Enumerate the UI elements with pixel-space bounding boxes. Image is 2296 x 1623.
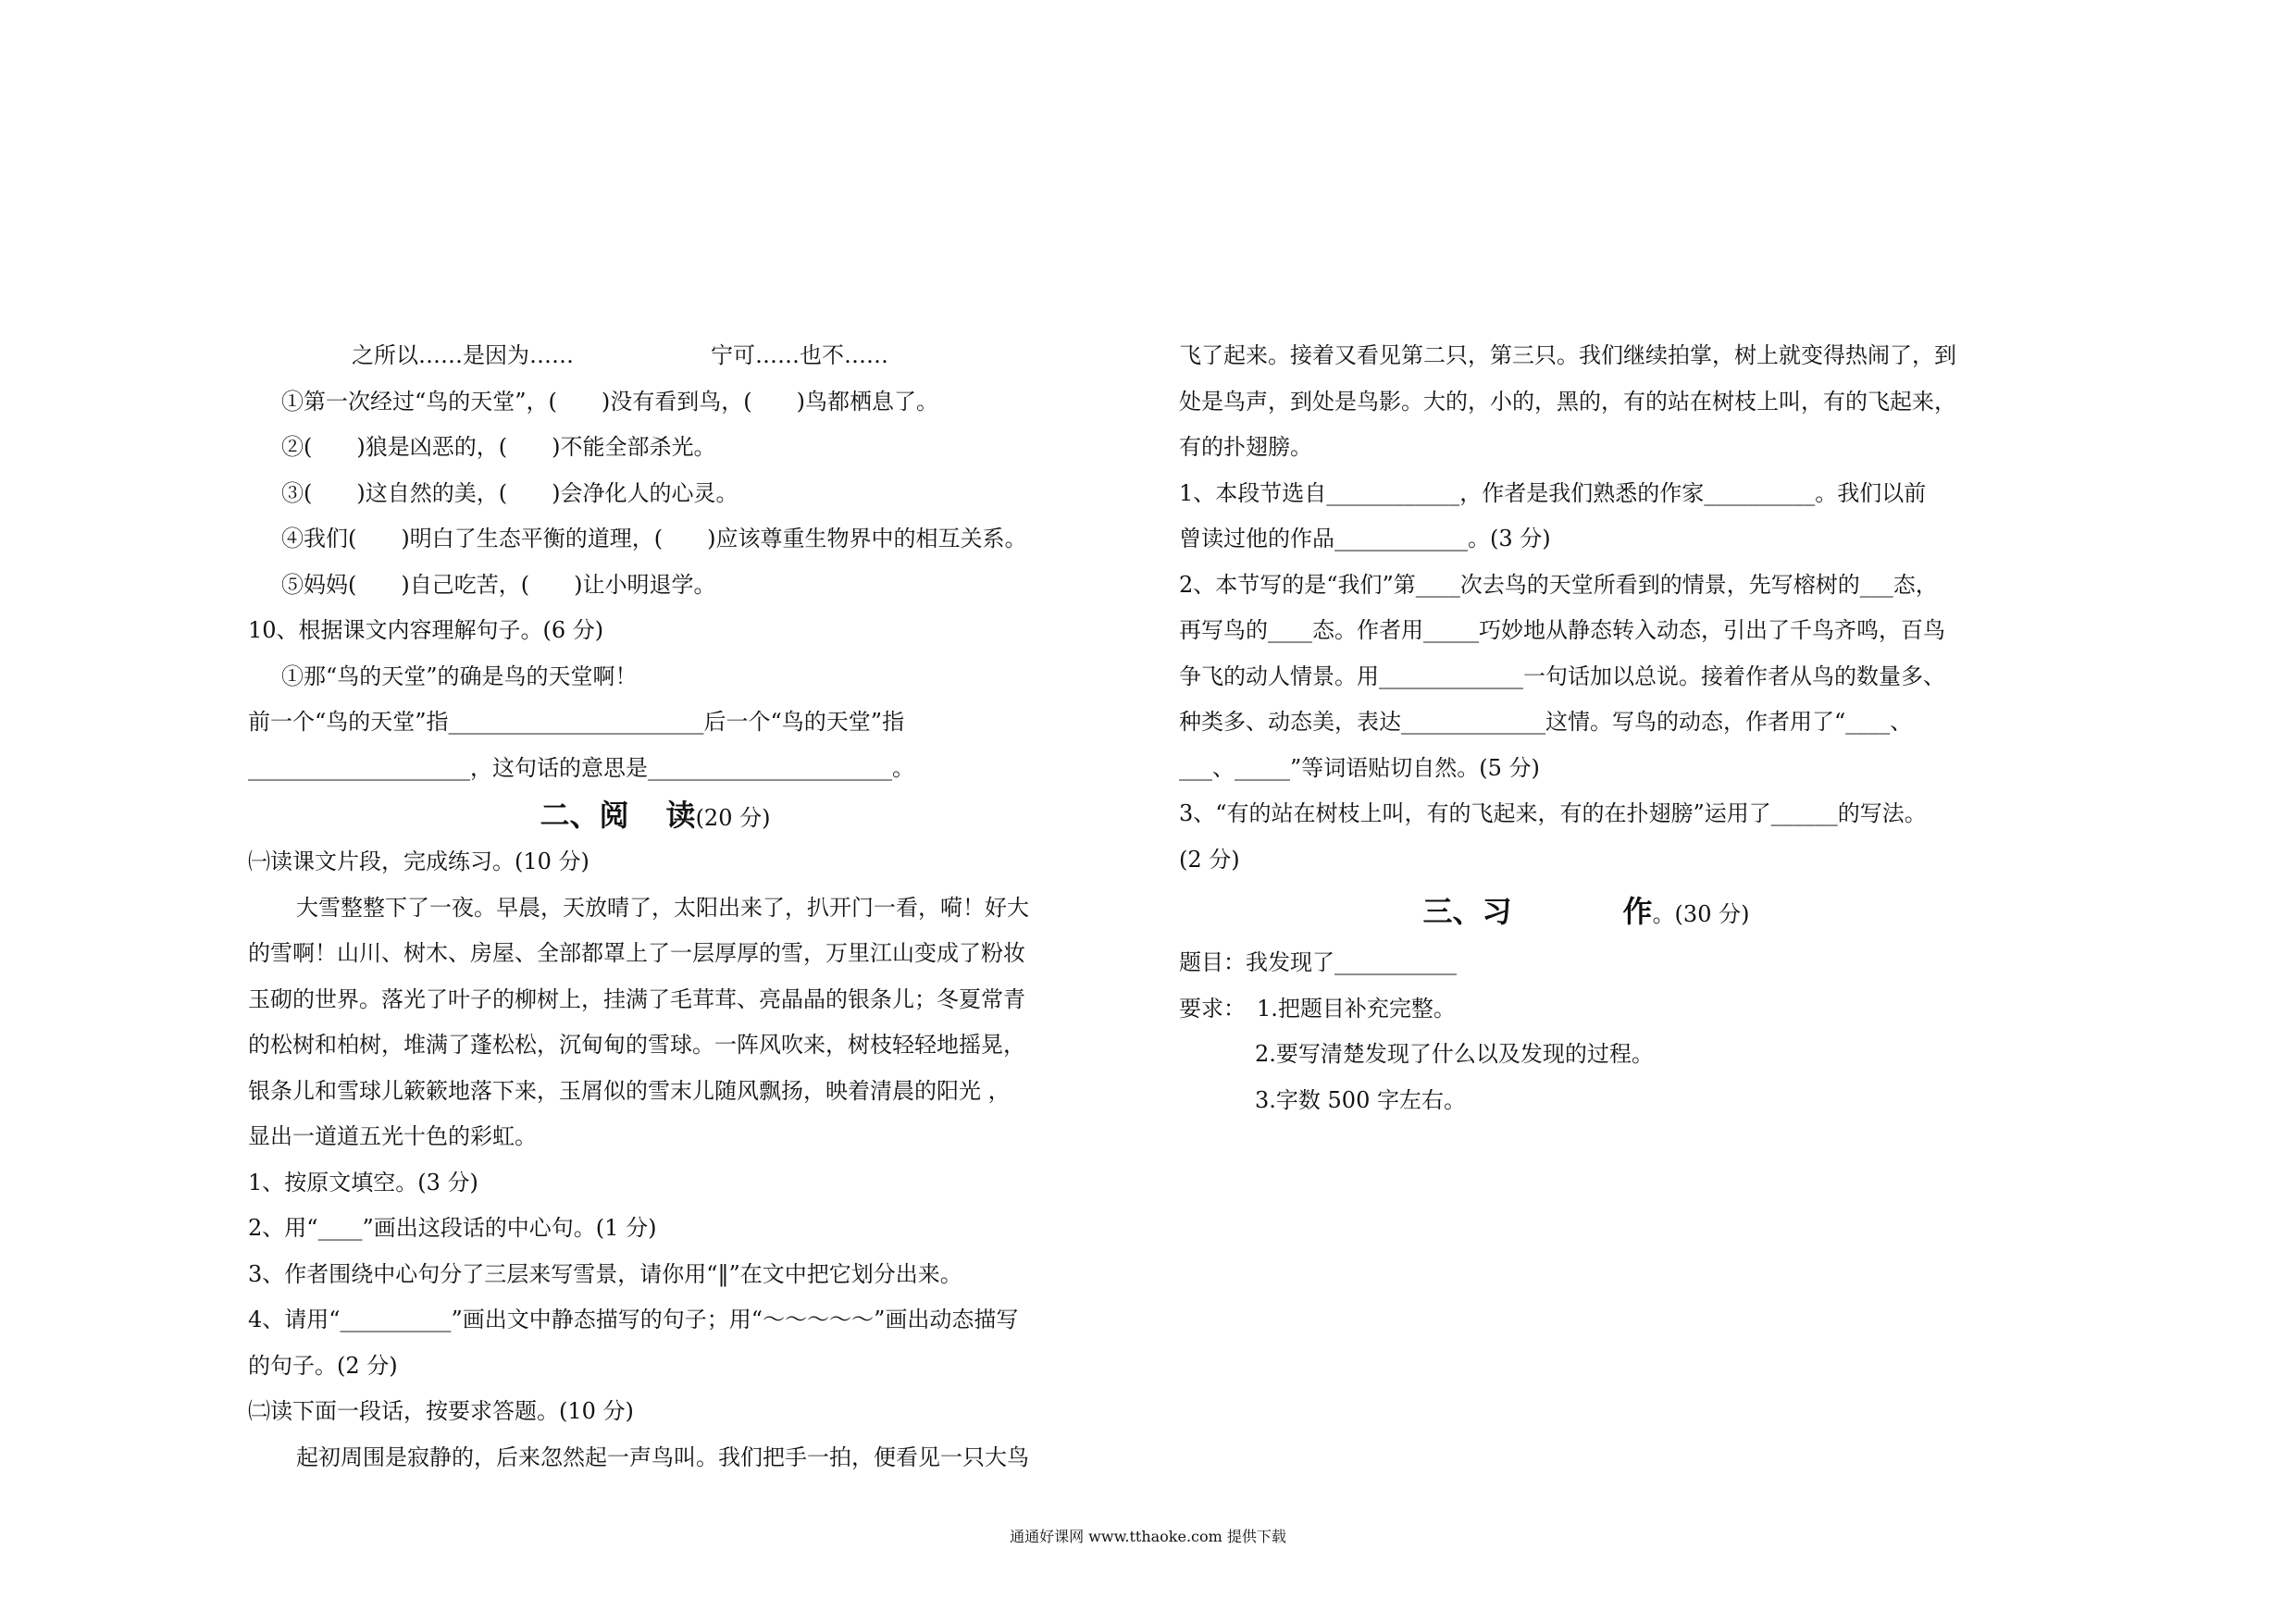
passage-1-line: 的松树和柏树，堆满了蓬松松，沉甸甸的雪球。一阵风吹来，树枝轻轻地摇晃， xyxy=(248,1032,1025,1058)
essay-topic: 题目：我发现了___________ xyxy=(1179,949,1457,975)
part-2-question-2-cont: ___、_____”等词语贴切自然。(5 分) xyxy=(1179,754,1540,781)
part-2-question-2-cont: 争飞的动人情景。用_____________一句话加以总说。接着作者从鸟的数量多、 xyxy=(1179,663,1945,689)
section-3-heading xyxy=(1179,883,1993,940)
essay-requirement-2: 2.要写清楚发现了什么以及发现的过程。 xyxy=(1255,1041,1654,1067)
q10-sentence: ①那“鸟的天堂”的确是鸟的天堂啊！ xyxy=(281,663,638,689)
passage-1-line: 的雪啊！山川、树木、房屋、全部都罩上了一层厚厚的雪，万里江山变成了粉妆 xyxy=(248,940,1025,966)
section-2-title-a: 二、阅 xyxy=(540,798,629,833)
section-2-title-b: 读 xyxy=(665,798,696,833)
essay-requirement-1 xyxy=(1179,986,1993,1033)
q9-item-1: ①第一次经过“鸟的天堂”，( )没有看到鸟，( )鸟都栖息了。 xyxy=(281,388,938,415)
passage-2-start: 起初周围是寂静的，后来忽然起一声鸟叫。我们把手一拍，便看见一只大鸟 xyxy=(296,1443,1029,1470)
passage-1-line: 大雪整整下了一夜。早晨，天放晴了，太阳出来了，扒开门一看，嗬！好大 xyxy=(296,894,1029,921)
part-2-question-2-cont: 再写鸟的____态。作者用_____巧妙地从静态转入动态，引出了千鸟齐鸣，百鸟 xyxy=(1179,617,1945,643)
passage-2-line: 处是鸟声，到处是鸟影。大的，小的，黑的，有的站在树枝上叫，有的飞起来， xyxy=(1179,388,1956,415)
requirement-text: 1.把题目补充完整。 xyxy=(1257,995,1456,1022)
part-1-title: ㈠读课文片段，完成练习。(10 分) xyxy=(248,849,590,874)
conjunction-2: 宁可……也不…… xyxy=(711,342,888,368)
passage-2-line: 有的扑翅膀。 xyxy=(1179,434,1312,460)
q9-item-4: ④我们( )明白了生态平衡的道理，( )应该尊重生物界中的相互关系。 xyxy=(281,526,1027,551)
part-2-title: ㈡读下面一段话，按要求答题。(10 分) xyxy=(248,1398,634,1424)
part-1-question-4-cont: 的句子。(2 分) xyxy=(248,1352,398,1379)
section-2-heading xyxy=(248,791,1062,839)
part-2-question-3-cont: (2 分) xyxy=(1179,846,1240,873)
passage-1-line: 玉砌的世界。落光了叶子的柳树上，挂满了毛茸茸、亮晶晶的银条儿；冬夏常青 xyxy=(248,985,1025,1012)
section-3-score: 。(30 分) xyxy=(1652,901,1750,927)
right-column xyxy=(1179,333,1993,1123)
section-3-title-a: 三、习 xyxy=(1422,894,1512,929)
passage-2-line: 飞了起来。接着又看见第二只，第三只。我们继续拍掌，树上就变得热闹了，到 xyxy=(1179,342,1956,368)
footer-credit: 通通好课网 www.tthaoke.com 提供下载 xyxy=(1010,1528,1286,1545)
requirements-label: 要求： xyxy=(1179,995,1246,1022)
q9-item-2: ②( )狼是凶恶的，( )不能全部杀光。 xyxy=(281,434,716,460)
passage-1-line: 显出一道道五光十色的彩虹。 xyxy=(248,1123,537,1149)
conjunction-1: 之所以……是因为…… xyxy=(352,342,574,368)
part-2-question-3: 3、“有的站在树枝上叫，有的飞起来，有的在扑翅膀”运用了______的写法。 xyxy=(1179,800,1927,826)
q9-item-5: ⑤妈妈( )自己吃苦，( )让小明退学。 xyxy=(281,571,716,598)
section-3-title-b: 作 xyxy=(1622,894,1653,929)
part-1-question-3: 3、作者围绕中心句分了三层来写雪景，请你用“‖”在文中把它划分出来。 xyxy=(248,1260,962,1287)
section-2-score: (20 分) xyxy=(695,805,771,831)
part-2-question-1: 1、本段节选自____________，作者是我们熟悉的作家__________。我们以前 xyxy=(1179,479,1927,506)
conjunction-options xyxy=(248,333,1062,379)
essay-requirement-3: 3.字数 500 字左右。 xyxy=(1255,1086,1466,1113)
left-column xyxy=(248,333,1062,1481)
q10-answer-line-2: ____________________，这句话的意思是______________________。 xyxy=(248,754,914,781)
q10-answer-line-1: 前一个“鸟的天堂”指_______________________后一个“鸟的天堂”指 xyxy=(248,709,905,735)
part-2-question-2-cont: 种类多、动态美，表达_____________这情。写鸟的动态，作者用了“____、 xyxy=(1179,709,1913,735)
q10-title: 10、根据课文内容理解句子。(6 分) xyxy=(248,617,604,643)
part-1-question-1: 1、按原文填空。(3 分) xyxy=(248,1169,478,1196)
part-1-question-2: 2、用“____”画出这段话的中心句。(1 分) xyxy=(248,1215,657,1241)
part-1-question-4: 4、请用“__________”画出文中静态描写的句子；用“～～～～～”画出动态描写 xyxy=(248,1307,1019,1332)
passage-1-line: 银条儿和雪球儿簌簌地落下来，玉屑似的雪末儿随风飘扬，映着清晨的阳光 ， xyxy=(248,1077,1011,1104)
q9-item-3: ③( )这自然的美，( )会净化人的心灵。 xyxy=(281,479,738,506)
part-2-question-2: 2、本节写的是“我们”第____次去鸟的天堂所看到的情景，先写榕树的___态， xyxy=(1179,571,1938,598)
part-2-question-1-cont: 曾读过他的作品____________。(3 分) xyxy=(1179,526,1551,551)
